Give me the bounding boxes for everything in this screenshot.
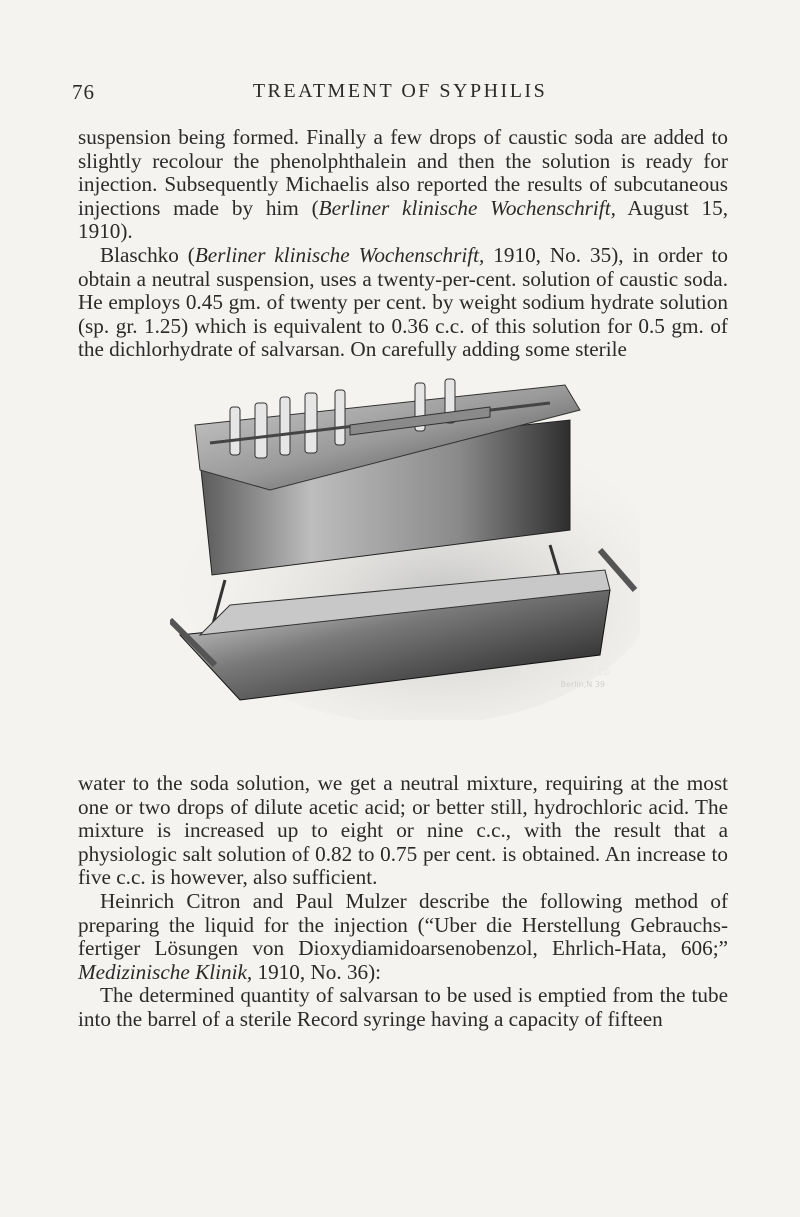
instrument-case-figure <box>170 365 640 720</box>
maker-mark: Edgar Hirsch u Co <box>520 667 610 678</box>
text-segment: The determined quantity of salvarsan to be used is emptied from the tube into the barrel of a sterile Record syringe having a capacity of fifteen <box>78 983 728 1031</box>
text-segment: suspension being formed. Finally a few drops of caustic soda are added to slightly recolour the phenolphthalein and then the solution is ready for injection. Subsequently Michaelis also reported the results of subcutaneous injections made by him ( <box>78 125 728 220</box>
paragraph <box>78 244 728 362</box>
body-text-top <box>78 126 728 362</box>
journal-title: Berliner klinische Wochenschrift, <box>318 195 616 220</box>
journal-title: Berliner klinische Wochenschrift, <box>194 242 485 267</box>
paragraph <box>78 772 728 890</box>
text-segment: August 15, 1910). <box>78 195 729 244</box>
text-segment: water to the soda solution, we get a neutral mixture, requiring at the most one or two drops of dilute acetic acid; or better still, hydrochloric acid. The mixture is increased up to eight or nine c.c., with the result that a physiologic salt solution of 0.82 to 0.75 per cent. is obtained. An increase to five c.c. is however, also sufficient. <box>78 771 728 890</box>
paragraph <box>78 890 728 984</box>
paragraph <box>78 984 728 1031</box>
sterilizer-tray-illustration <box>170 365 640 720</box>
page-number: 76 <box>72 80 95 104</box>
journal-title: Medizinische Klinik, <box>78 959 253 984</box>
text-segment: Heinrich Citron and Paul Mulzer describe the following method of preparing the liquid for the injection (“Uber die Herstellung Gebrauchs-fertiger Lösungen von Dioxydiamidoarsenobenzol, Ehrlich-Hata, 606;” <box>78 888 728 961</box>
text-segment: 1910, No. 35), in order to obtain a neutral suspension, uses a twenty-per-cent. solution of caustic soda. He employs 0.45 gm. of twenty per cent. by weight sodium hydrate solution (sp. gr. 1.25) which is equivalent to 0.36 c.c. of this solution for 0.5 gm. of the dichlorhydrate of salvarsan. On carefully adding some sterile <box>78 242 728 362</box>
maker-mark-city: Berlin,N 39 <box>560 680 605 689</box>
body-text-bottom <box>78 772 728 1032</box>
running-head: TREATMENT OF SYPHILIS <box>252 80 548 102</box>
paragraph <box>78 126 728 244</box>
text-segment: Blaschko ( <box>100 242 195 267</box>
text-segment: 1910, No. 36): <box>252 959 382 984</box>
